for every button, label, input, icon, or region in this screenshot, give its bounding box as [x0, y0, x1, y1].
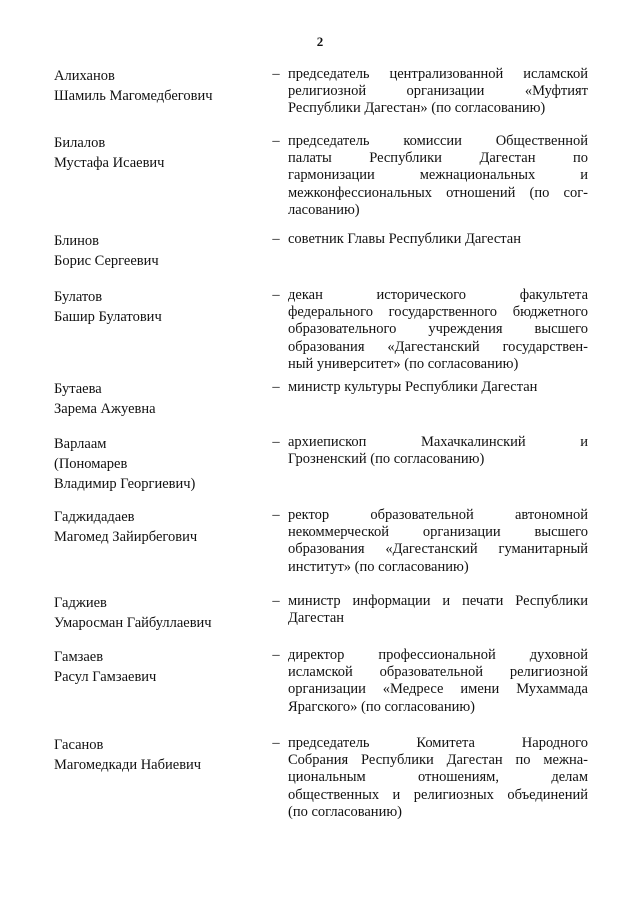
member-position-line: советник Главы Республики Дагестан: [288, 231, 521, 247]
member-name-line: Борис Сергеевич: [54, 253, 159, 269]
member-name: [54, 735, 264, 775]
dash-separator: –: [272, 593, 280, 609]
member-position-line: институт» (по согласованию): [288, 558, 469, 575]
member-position: [288, 66, 588, 118]
member-name: [54, 231, 264, 271]
member-position: [288, 647, 588, 716]
member-position-line: ласованию): [288, 201, 360, 218]
page-number: 2: [316, 34, 324, 49]
member-position-line: циональным отношениям, делам: [288, 769, 588, 786]
member-name: [54, 66, 264, 106]
member-name-line: Булатов: [54, 289, 103, 305]
dash-separator: –: [272, 647, 280, 663]
member-name-line: Билалов: [54, 135, 106, 151]
member-position-line: министр информации и печати Республики: [288, 593, 588, 609]
dash-separator: –: [272, 287, 280, 303]
member-name-line: Умаросман Гайбуллаевич: [54, 615, 212, 631]
member-position-line: образовательного учреждения высшего: [288, 321, 588, 338]
member-position-line: председатель Комитета Народного: [288, 735, 588, 751]
member-position-line: Грозненский (по согласованию): [288, 451, 485, 468]
member-position: [288, 507, 588, 576]
member-position-line: некоммерческой организации высшего: [288, 524, 588, 541]
member-position-line: Собрания Республики Дагестан по межна-: [288, 752, 588, 769]
member-name-line: Гаджиев: [54, 595, 107, 611]
member-name-line: Гаджидадаев: [54, 509, 135, 525]
member-name-line: Магомед Зайирбегович: [54, 529, 198, 545]
dash-separator: –: [272, 231, 280, 247]
dash-separator: –: [272, 66, 280, 82]
member-position-line: ный университет» (по согласованию): [288, 355, 519, 372]
member-name-line: Бутаева: [54, 381, 102, 397]
member-position-line: палаты Республики Дагестан по: [288, 150, 588, 167]
dash-separator: –: [272, 379, 280, 395]
member-position-line: исламской образовательной религиозной: [288, 664, 588, 681]
member-position-line: религиозной организации «Муфтият: [288, 83, 588, 100]
member-name-line: Зарема Ажуевна: [54, 401, 156, 417]
member-position-line: председатель комиссии Общественной: [288, 133, 588, 149]
member-name-line: Гамзаев: [54, 649, 104, 665]
member-position: [288, 434, 588, 468]
member-name-line: Башир Булатович: [54, 309, 162, 325]
member-name: [54, 133, 264, 173]
member-position-line: министр культуры Республики Дагестан: [288, 379, 538, 395]
member-position: [288, 133, 588, 219]
dash-separator: –: [272, 434, 280, 450]
member-position: [288, 379, 588, 396]
member-position-line: организации «Медресе имени Мухаммада: [288, 681, 588, 698]
member-position-line: гармонизации межнациональных и: [288, 167, 588, 184]
member-name-line: Владимир Георгиевич): [54, 476, 196, 492]
member-position-line: (по согласованию): [288, 803, 402, 820]
member-name-line: Блинов: [54, 233, 99, 249]
dash-separator: –: [272, 735, 280, 751]
member-position-line: председатель централизованной исламской: [288, 66, 588, 82]
member-name: [54, 647, 264, 687]
member-name-line: Мустафа Исаевич: [54, 155, 165, 171]
member-position-line: архиепископ Махачкалинский и: [288, 434, 588, 450]
member-position: [288, 735, 588, 821]
member-name: [54, 434, 264, 494]
member-name: [54, 507, 264, 547]
member-position-line: Республики Дагестан» (по согласованию): [288, 100, 546, 117]
member-name-line: Шамиль Магомедбегович: [54, 88, 213, 104]
member-position-line: образования «Дагестанский гуманитарный: [288, 541, 588, 558]
member-position-line: образования «Дагестанский государствен-: [288, 338, 588, 355]
member-position-line: межконфессиональных отношений (по сог-: [288, 184, 588, 201]
member-name-line: Расул Гамзаевич: [54, 669, 157, 685]
member-position-line: директор профессиональной духовной: [288, 647, 588, 663]
member-position-line: федерального государственного бюджетного: [288, 304, 588, 321]
dash-separator: –: [272, 507, 280, 523]
member-name-line: Гасанов: [54, 737, 104, 753]
member-name-line: Магомедкади Набиевич: [54, 757, 202, 773]
member-name: [54, 287, 264, 327]
member-name: [54, 593, 264, 633]
member-position-line: Ярагского» (по согласованию): [288, 698, 475, 715]
member-name-line: Алиханов: [54, 68, 115, 84]
member-name: [54, 379, 264, 419]
member-position: [288, 287, 588, 373]
member-position-line: ректор образовательной автономной: [288, 507, 588, 523]
member-position: [288, 593, 588, 627]
member-position-line: декан исторического факультета: [288, 287, 588, 303]
member-name-line: (Пономарев: [54, 456, 128, 472]
member-name-line: Варлаам: [54, 436, 107, 452]
member-position-line: Дагестан: [288, 610, 345, 627]
member-position: [288, 231, 588, 248]
dash-separator: –: [272, 133, 280, 149]
member-position-line: общественных и религиозных объединений: [288, 786, 588, 803]
